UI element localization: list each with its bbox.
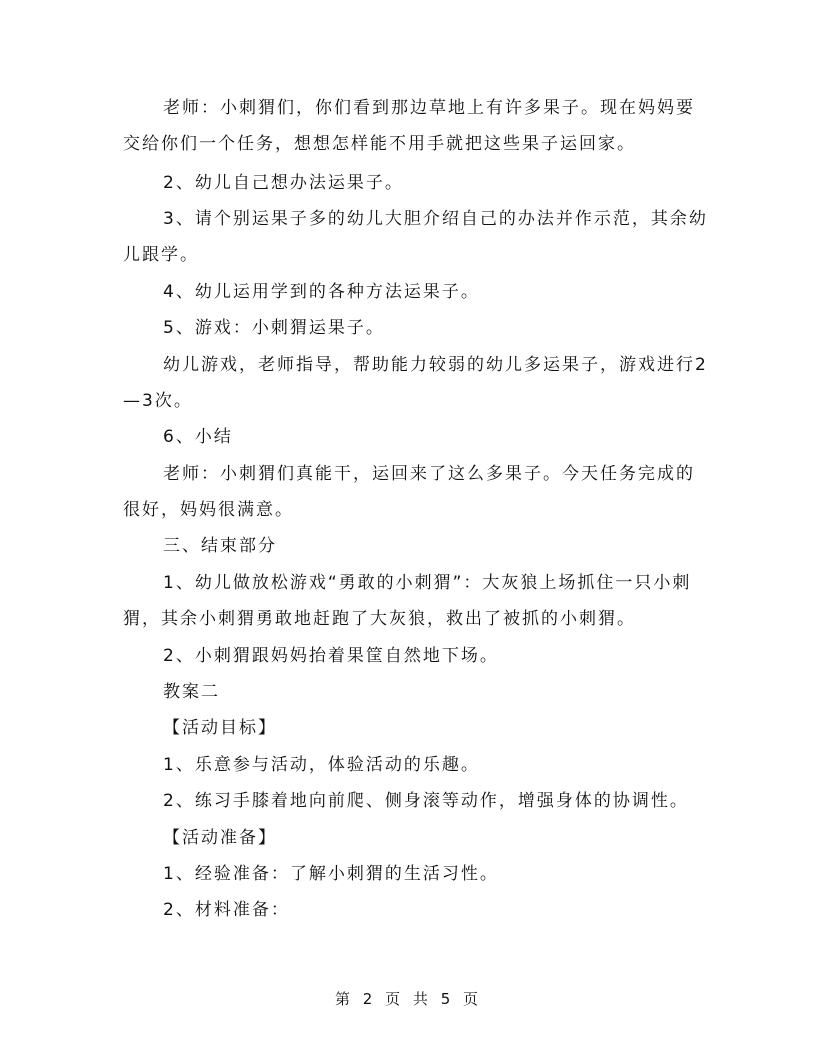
paragraph-line: 老师：小刺猬们，你们看到那边草地上有许多果子。现在妈妈要 (163, 98, 695, 118)
paragraph-line: 5、游戏：小刺猬运果子。 (163, 318, 385, 338)
paragraph-line: 4、幼儿运用学到的各种方法运果子。 (163, 282, 480, 302)
footer-page-word: 页 (385, 990, 404, 1008)
paragraph-line: —3次。 (123, 391, 193, 411)
page-footer (0, 988, 816, 1009)
paragraph-line: 2、材料准备： (163, 900, 290, 920)
paragraph-line: 幼儿游戏，老师指导，帮助能力较弱的幼儿多运果子，游戏进行2 (163, 355, 708, 375)
footer-current-page: 2 (362, 990, 376, 1008)
section-heading: 教案二 (163, 682, 220, 702)
section-heading: 三、结束部分 (163, 536, 277, 556)
paragraph-line: 1、乐意参与活动，体验活动的乐趣。 (163, 755, 480, 775)
paragraph-line: 老师：小刺猬们真能干，运回来了这么多果子。今天任务完成的 (163, 464, 695, 484)
footer-total-pages: 5 (440, 990, 454, 1008)
paragraph-line: 儿跟学。 (123, 245, 199, 265)
section-heading: 6、小结 (163, 427, 233, 447)
paragraph-line: 1、幼儿做放松游戏“勇敢的小刺猬”：大灰狼上场抓住一只小刺 (163, 573, 692, 593)
paragraph-line: 交给你们一个任务，想想怎样能不用手就把这些果子运回家。 (123, 134, 636, 154)
paragraph-line: 很好，妈妈很满意。 (123, 500, 294, 520)
paragraph-line: 猬，其余小刺猬勇敢地赶跑了大灰狼，救出了被抓的小刺猬。 (123, 609, 636, 629)
paragraph-line: 3、请个别运果子多的幼儿大胆介绍自己的办法并作示范，其余幼 (163, 209, 708, 229)
section-heading: 【活动目标】 (163, 718, 277, 738)
paragraph-line: 2、练习手膝着地向前爬、侧身滚等动作，增强身体的协调性。 (163, 791, 689, 811)
footer-suffix: 页 (463, 990, 482, 1008)
paragraph-line: 2、小刺猬跟妈妈抬着果筐自然地下场。 (163, 646, 499, 666)
section-heading: 【活动准备】 (163, 828, 277, 848)
footer-prefix: 第 (334, 990, 353, 1008)
paragraph-line: 1、经验准备：了解小刺猬的生活习性。 (163, 864, 499, 884)
footer-total-word: 共 (412, 990, 431, 1008)
paragraph-line: 2、幼儿自己想办法运果子。 (163, 173, 404, 193)
